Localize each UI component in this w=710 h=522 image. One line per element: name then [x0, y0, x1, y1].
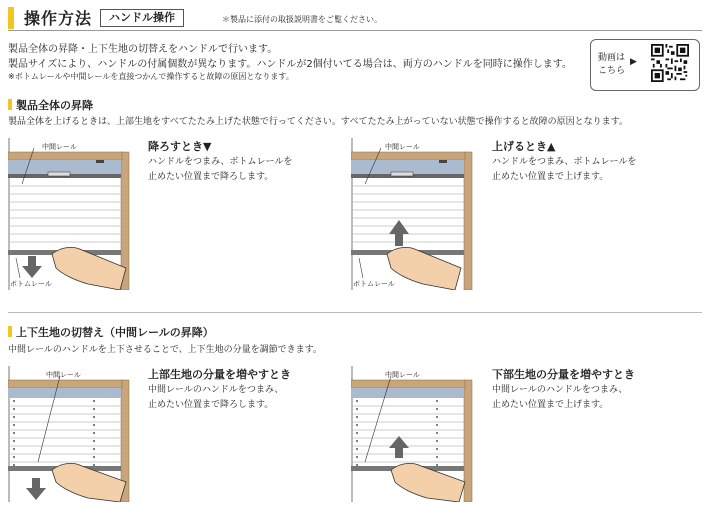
increase-top-fabric-title: 上部生地の分量を増やすとき	[148, 368, 291, 381]
section2-description: 中間レールのハンドルを上下させることで、上下生地の分量を調節できます。	[8, 345, 322, 355]
raising-title: 上げるとき▲	[492, 140, 556, 153]
section1-accent-bar	[8, 99, 12, 110]
intro-line-1: 製品全体の昇降・上下生地の切替えをハンドルで行います。	[8, 44, 278, 55]
section1-title: 製品全体の昇降	[16, 99, 93, 112]
lowering-title: 降ろすとき▼	[148, 140, 212, 153]
middle-rail-down-illustration	[8, 366, 134, 502]
lowering-illustration	[8, 138, 134, 290]
operation-type-tag: ハンドル操作	[100, 9, 184, 27]
raising-desc-1: ハンドルをつまみ、ボトムレールを	[492, 157, 637, 167]
bottom-rail-label: ボトムレール	[10, 280, 52, 288]
middle-rail-label: 中間レール	[385, 371, 420, 379]
section1-description: 製品全体を上げるときは、上部生地をすべてたたみ上げた状態で行ってください。すべてたたみ上がっていない状態で操作すると故障の原因となります。	[8, 117, 628, 127]
section-divider	[8, 312, 702, 313]
section2-accent-bar	[8, 326, 12, 337]
lowering-desc-2: 止めたい位置まで降ろします。	[148, 172, 274, 182]
increase-top-fabric-desc-1: 中間レールのハンドルをつまみ、	[148, 385, 284, 395]
qr-code-icon[interactable]	[651, 44, 689, 82]
header-divider	[8, 30, 702, 31]
video-label-line-2: こちら	[598, 66, 626, 76]
increase-bottom-fabric-title: 下部生地の分量を増やすとき	[492, 368, 635, 381]
video-label-line-1: 動画は	[598, 53, 626, 63]
intro-warning: ※ボトムレールや中間レールを直接つかんで操作すると故障の原因となります。	[8, 72, 294, 81]
manual-note: ＊製品に添付の取扱説明書をご覧ください。	[222, 15, 382, 24]
page-title: 操作方法	[24, 9, 93, 28]
play-arrow-icon: ▶	[630, 57, 637, 67]
title-accent-bar	[8, 7, 14, 29]
middle-rail-up-illustration	[351, 366, 477, 502]
intro-line-2: 製品サイズにより、ハンドルの付属個数が異なります。ハンドルが2個付いてる場合は、両方のハンドルを同時に操作します。	[8, 59, 572, 70]
section2-title: 上下生地の切替え（中間レールの昇降）	[16, 326, 214, 339]
middle-rail-label: 中間レール	[385, 143, 420, 151]
increase-top-fabric-desc-2: 止めたい位置まで降ろします。	[148, 400, 274, 410]
lowering-desc-1: ハンドルをつまみ、ボトムレールを	[148, 157, 293, 167]
middle-rail-label: 中間レール	[42, 143, 77, 151]
increase-bottom-fabric-desc-1: 中間レールのハンドルをつまみ、	[492, 385, 628, 395]
raising-desc-2: 止めたい位置まで上げます。	[492, 172, 609, 182]
increase-bottom-fabric-desc-2: 止めたい位置まで上げます。	[492, 400, 609, 410]
bottom-rail-label: ボトムレール	[353, 280, 395, 288]
middle-rail-label: 中間レール	[46, 371, 81, 379]
raising-illustration	[351, 138, 477, 290]
